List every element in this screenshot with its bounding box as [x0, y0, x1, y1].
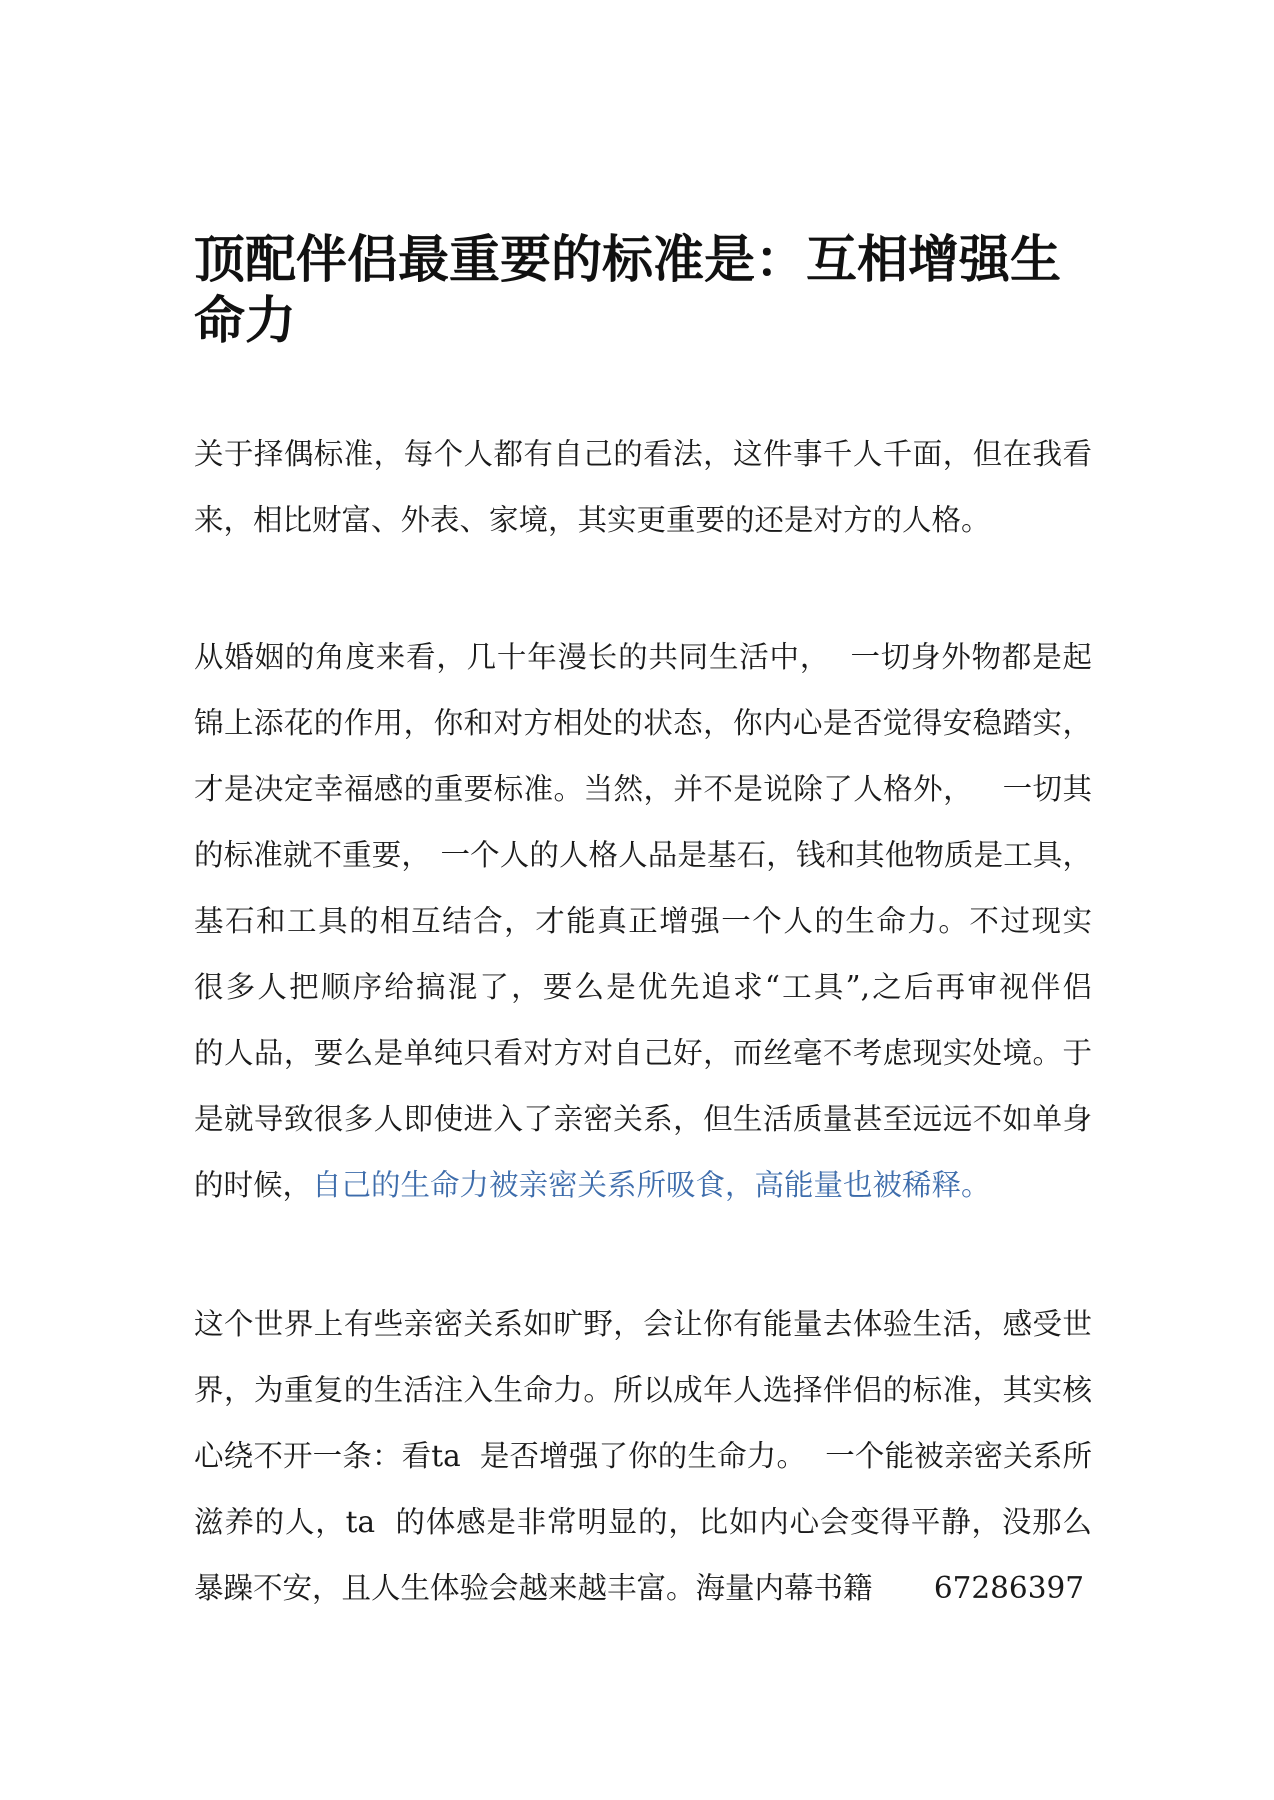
- paragraph-line: 才是决定幸福感的重要标准。当然，并不是说除了人格外， 一切其: [194, 772, 1092, 806]
- paragraph-line: 来，相比财富、外表、家境，其实更重要的还是对方的人格。: [194, 503, 991, 537]
- paragraph-line: 锦上添花的作用，你和对方相处的状态，你内心是否觉得安稳踏实，: [194, 706, 1092, 740]
- paragraph-line: 关于择偶标准，每个人都有自己的看法，这件事千人千面，但在我看: [194, 437, 1092, 471]
- title-line: 命力: [194, 291, 297, 351]
- paragraph-2: [194, 624, 1092, 1218]
- paragraph-line: 这个世界上有些亲密关系如旷野，会让你有能量去体验生活，感受世: [194, 1307, 1092, 1341]
- paragraph-line: 的人品，要么是单纯只看对方对自己好，而丝毫不考虑现实处境。于: [194, 1036, 1092, 1070]
- highlighted-text: 自己的生命力被亲密关系所吸食，高能量也被稀释。: [312, 1168, 991, 1202]
- contact-number: 67286397: [933, 1571, 1084, 1605]
- closing-text: 暴躁不安，且人生体验会越来越丰富。海量内幕书籍: [194, 1571, 873, 1605]
- paragraph-line: 的标准就不重要， 一个人的人格人品是基石，钱和其他物质是工具，: [194, 838, 1092, 872]
- paragraph-line: 界，为重复的生活注入生命力。所以成年人选择伴侣的标准，其实核: [194, 1373, 1092, 1407]
- paragraph-line: 心绕不开一条：看ta 是否增强了你的生命力。 一个能被亲密关系所: [194, 1439, 1092, 1473]
- paragraph-line: 是就导致很多人即使进入了亲密关系，但生活质量甚至远远不如单身: [194, 1102, 1092, 1136]
- document-title: [194, 230, 1092, 352]
- paragraph-line: [194, 1555, 1092, 1621]
- title-line: 顶配伴侣最重要的标准是：互相增强生: [194, 230, 1062, 290]
- paragraph-3: [194, 1291, 1092, 1621]
- paragraph-line: 从婚姻的角度来看，几十年漫长的共同生活中， 一切身外物都是起: [194, 640, 1092, 674]
- paragraph-line: 基石和工具的相互结合，才能真正增强一个人的生命力。不过现实: [194, 904, 1092, 938]
- paragraph-line: 滋养的人，ta 的体感是非常明显的，比如内心会变得平静，没那么: [194, 1505, 1092, 1539]
- plain-text: 的时候，: [194, 1168, 313, 1202]
- paragraph-1: [194, 421, 1092, 553]
- paragraph-line: [194, 1152, 1092, 1218]
- paragraph-line: 很多人把顺序给搞混了，要么是优先追求“工具”,之后再审视伴侣: [194, 970, 1092, 1004]
